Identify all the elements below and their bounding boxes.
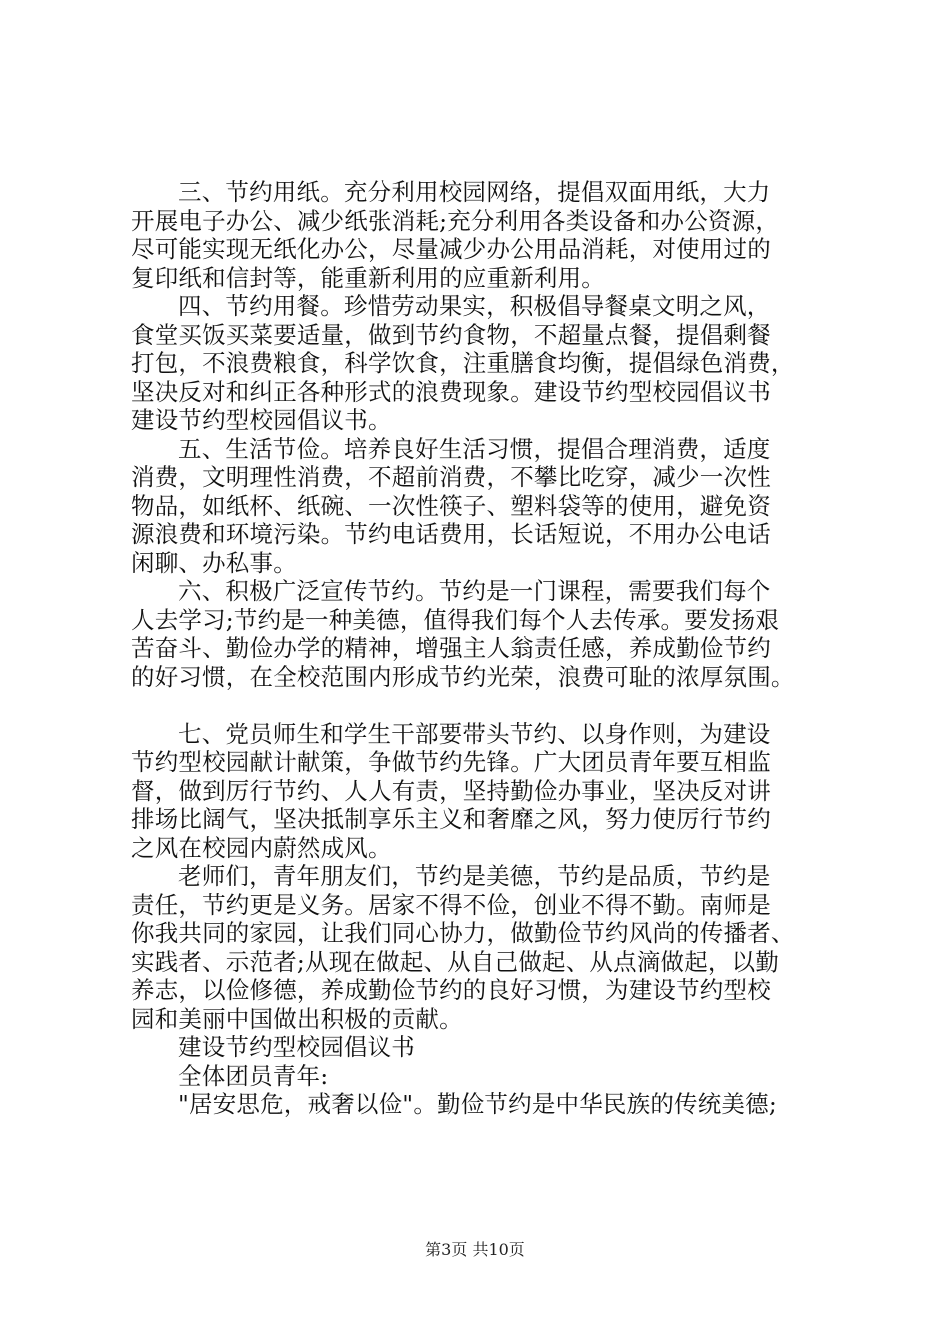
paragraph-line: 闲聊、办私事。 — [131, 548, 297, 577]
paragraph-line: 七、党员师生和学生干部要带头节约、以身作则，为建设 — [178, 719, 771, 748]
paragraph-line: 尽可能实现无纸化办公，尽量减少办公用品消耗，对使用过的 — [131, 235, 771, 263]
paragraph-line: 食堂买饭买菜要适量，做到节约食物，不超量点餐，提倡剩餐 — [131, 320, 771, 349]
paragraph-line: 督，做到厉行节约、人人有责，坚持勤俭办事业，坚决反对讲 — [131, 776, 771, 805]
paragraph-line: 责任，节约更是义务。居家不得不俭，创业不得不勤。南师是 — [131, 890, 771, 919]
paragraph-line: 园和美丽中国做出积极的贡献。 — [131, 1004, 463, 1033]
paragraph-line: 五、生活节俭。培养良好生活习惯，提倡合理消费，适度 — [178, 434, 771, 463]
paragraph-line: 消费，文明理性消费，不超前消费，不攀比吃穿，减少一次性 — [131, 463, 771, 491]
paragraph-line: 节约型校园献计献策，争做节约先锋。广大团员青年要互相监 — [131, 748, 771, 776]
document-body — [131, 178, 841, 1119]
paragraph-line: 排场比阔气，坚决抵制享乐主义和奢靡之风，努力使厉行节约 — [131, 805, 771, 833]
paragraph-line: 打包，不浪费粮食，科学饮食，注重膳食均衡，提倡绿色消费， — [131, 349, 795, 377]
paragraph-line: 苦奋斗、勤俭办学的精神，增强主人翁责任感，养成勤俭节约 — [131, 634, 771, 662]
paragraph-line: 老师们，青年朋友们，节约是美德，节约是品质，节约是 — [178, 862, 771, 890]
paragraph-line: 建设节约型校园倡议书。 — [131, 406, 392, 434]
paragraph-spacer — [131, 691, 841, 720]
paragraph-line: 人去学习;节约是一种美德，值得我们每个人去传承。要发扬艰 — [131, 605, 780, 634]
paragraph-line: 六、积极广泛宣传节约。节约是一门课程，需要我们每个 — [178, 577, 771, 605]
paragraph-line: "居安思危，戒奢以俭"。勤俭节约是中华民族的传统美德; — [178, 1090, 777, 1118]
paragraph-line: 养志，以俭修德，养成勤俭节约的良好习惯，为建设节约型校 — [131, 976, 771, 1004]
document-heading: 建设节约型校园倡议书 — [178, 1033, 415, 1061]
paragraph-line: 实践者、示范者;从现在做起、从自己做起、从点滴做起，以勤 — [131, 947, 780, 976]
salutation: 全体团员青年: — [178, 1061, 329, 1090]
paragraph-line: 四、节约用餐。珍惜劳动果实，积极倡导餐桌文明之风， — [178, 292, 771, 320]
paragraph-line: 三、节约用纸。充分利用校园网络，提倡双面用纸，大力 — [178, 178, 771, 206]
paragraph-line: 之风在校园内蔚然成风。 — [131, 833, 392, 862]
paragraph-line: 源浪费和环境污染。节约电话费用，长话短说，不用办公电话 — [131, 520, 771, 548]
paragraph-line: 物品，如纸杯、纸碗、一次性筷子、塑料袋等的使用，避免资 — [131, 491, 771, 520]
paragraph-line: 坚决反对和纠正各种形式的浪费现象。建设节约型校园倡议书 — [131, 377, 771, 406]
paragraph-line: 开展电子办公、减少纸张消耗;充分利用各类设备和办公资源， — [131, 206, 780, 235]
paragraph-line: 的好习惯，在全校范围内形成节约光荣，浪费可耻的浓厚氛围。 — [131, 662, 795, 691]
paragraph-line: 你我共同的家园，让我们同心协力，做勤俭节约风尚的传播者、 — [131, 919, 795, 947]
paragraph-line: 复印纸和信封等，能重新利用的应重新利用。 — [131, 263, 605, 292]
page-number-footer: 第3页 共10页 — [425, 1240, 525, 1259]
